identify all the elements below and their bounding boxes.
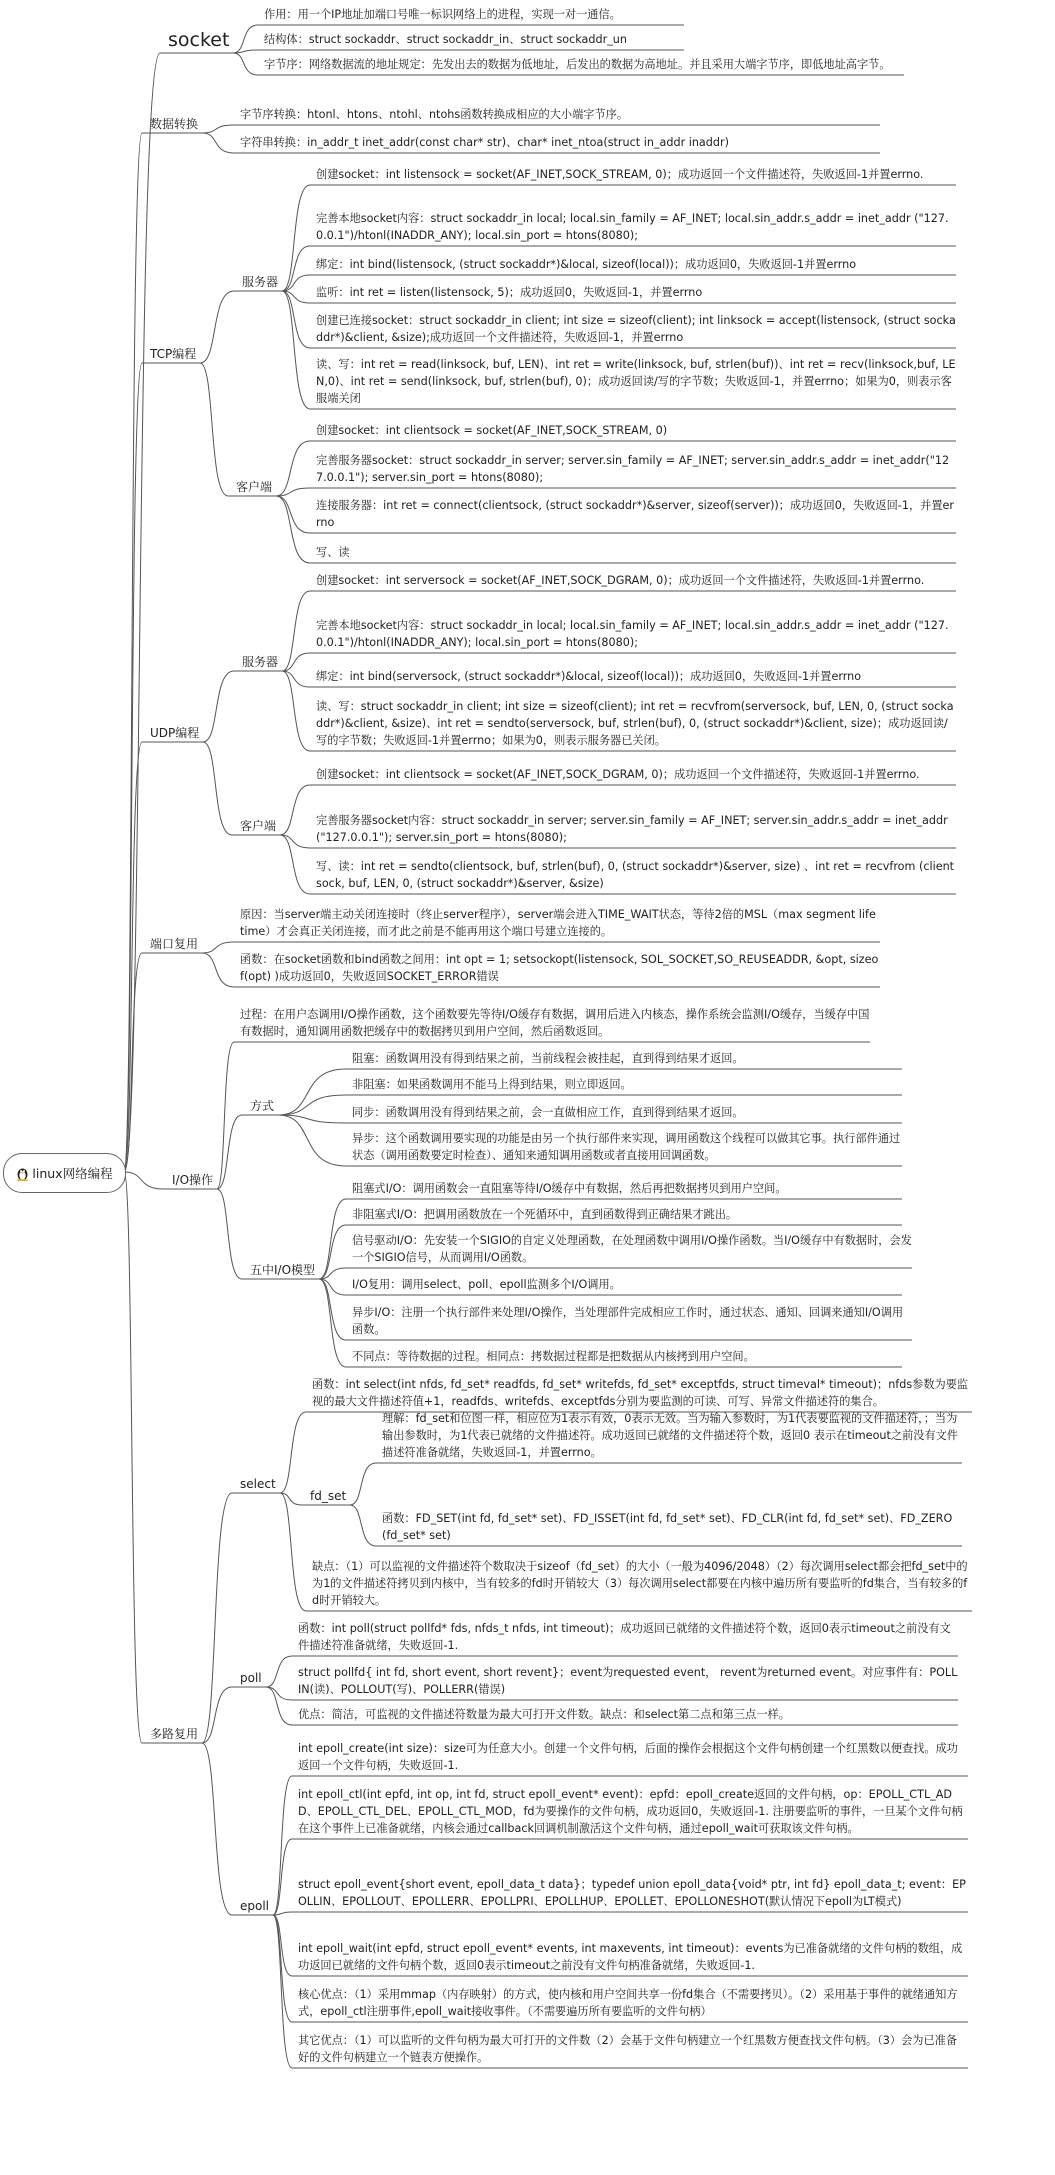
root-connector xyxy=(124,1172,142,1743)
topic-io[interactable]: I/O操作 xyxy=(172,1173,214,1187)
tcp-0-node[interactable]: 读、写：int ret = read(linksock, buf, LEN)、int ret = write(linksock, buf, strlen(buf))、int ret = recv(linksock,buf, LEN,0)、int ret = send(linksock, buf, strlen(buf), 0)；成功返回读/写的字节数；失败返回-1，并置errno；如果为0，则表示客服端关闭 xyxy=(316,358,956,405)
io-node[interactable]: 过程：在用户态调用I/O操作函数，这个函数要先等待I/O缓存有数据，调用后进入内核态，操作系统会监测I/O缓存，当缓存中国有数据时，通知调用函数把缓存中的数据拷贝到用户空间，然后函数返回。 xyxy=(240,1008,870,1038)
group-udp-0-connector xyxy=(282,671,310,751)
topic-reuse[interactable]: 端口复用 xyxy=(150,937,199,951)
mux-2-node[interactable]: int epoll_wait(int epfd, struct epoll_event* events, int maxevents, int timeout)：events为已准备就绪的文件句柄的数组，成功返回已就绪的文件句柄个数，返回0表示timeout之前没有文件句柄准备就绪，失败返回-1. xyxy=(298,1942,963,1972)
group-mux-2-connector xyxy=(273,1915,292,2068)
tcp-0-node[interactable]: 完善本地socket内容：struct sockaddr_in local; local.sin_family = AF_INET; local.sin_addr.s_addr = inet_addr ("127.0.0.1")/htonl(INADDR_ANY); local.sin_port = htons(8080); xyxy=(316,212,949,242)
penguin-icon xyxy=(16,1166,29,1181)
topic-tcp[interactable]: TCP编程 xyxy=(150,347,197,361)
tcp-1-node[interactable]: 创建socket：int clientsock = socket(AF_INET,SOCK_STREAM, 0) xyxy=(316,424,668,437)
io-1-node[interactable]: 阻塞式I/O：调用函数会一直阻塞等待I/O缓存中有数据，然后再把数据拷贝到用户空间。 xyxy=(352,1182,787,1195)
mux-1-node[interactable]: 优点：简洁，可监视的文件描述符数量为最大可打开文件数。缺点：和select第二点和第三点一样。 xyxy=(298,1708,790,1721)
convert-node[interactable]: 字节序转换：htonl、htons、ntohl、ntohs函数转换成相应的大小端字节序。 xyxy=(240,108,629,121)
udp-0-node[interactable]: 创建socket：int serversock = socket(AF_INET,SOCK_DGRAM, 0)；成功返回一个文件描述符，失败返回-1并置errno. xyxy=(316,574,925,587)
group-io-1-connector xyxy=(319,1225,346,1279)
tcp-1-node[interactable]: 连接服务器：int ret = connect(clientsock, (struct sockaddr*)&server, sizeof(server))；成功返回0，失败返回-1，并置errno xyxy=(316,499,954,529)
mux-2-node[interactable]: 其它优点：（1）可以监听的文件句柄为最大可打开的文件数（2）会基于文件句柄建立一个红黑数方便查找文件句柄。（3）会为已准备好的文件句柄建立一个链表方便操作。 xyxy=(298,2034,958,2064)
tcp-0-node[interactable]: 监听：int ret = listen(listensock, 5)；成功返回0，失败返回-1，并置errno xyxy=(316,286,703,299)
socket-node[interactable]: 结构体：struct sockaddr、struct sockaddr_in、struct sockaddr_un xyxy=(264,33,627,46)
io-0-node[interactable]: 阻塞：函数调用没有得到结果之前，当前线程会被挂起，直到得到结果才返回。 xyxy=(352,1052,744,1065)
group-connector xyxy=(202,1743,232,1915)
topic-socket-connector xyxy=(233,25,258,53)
root-label: linux网络编程 xyxy=(32,1166,113,1181)
io-1-node[interactable]: 异步I/O：注册一个执行部件来处理I/O操作，当处理部件完成相应工作时，通过状态、通知、回调来通知I/O调用函数。 xyxy=(352,1306,904,1336)
tcp-0-node[interactable]: 创建socket：int listensock = socket(AF_INET,SOCK_STREAM, 0)；成功返回一个文件描述符，失败返回-1并置errno. xyxy=(316,168,924,181)
group-mux-1-connector xyxy=(266,1687,292,1700)
udp-0-node[interactable]: 完善本地socket内容：struct sockaddr_in local; local.sin_family = AF_INET; local.sin_addr.s_addr = inet_addr ("127.0.0.1")/htonl(INADDR_ANY); local.sin_port = htons(8080); xyxy=(316,619,949,649)
io-1-node[interactable]: 非阻塞式I/O：把调用函数放在一个死循环中，直到函数得到正确结果才跳出。 xyxy=(352,1208,738,1221)
socket-node[interactable]: 字节序：网络数据流的地址规定：先发出去的数据为低地址，后发出的数据为高地址。并且采用大端字节序，即低地址高字节。 xyxy=(264,58,891,71)
group-tcp-0-connector xyxy=(282,291,310,348)
group-tcp-1-connector xyxy=(276,496,310,533)
io-1-node[interactable]: 不同点：等待数据的过程。相同点：拷数据过程都是把数据从内核拷到用户空间。 xyxy=(352,1350,755,1363)
group-tcp-1-connector xyxy=(276,496,310,563)
io-0-node[interactable]: 非阻塞：如果函数调用不能马上得到结果，则立即返回。 xyxy=(352,1078,632,1091)
mux-2-node[interactable]: int epoll_ctl(int epfd, int op, int fd, struct epoll_event* event)：epfd：epoll_create返回的文件句柄，op：EPOLL_CTL_ADD、EPOLL_CTL_DEL、EPOLL_CTL_MOD，fd为要操作的文件句柄，成功返回0，失败返回-1. 注册要监听的事件，一旦某个文件句柄在这个事件上已准备就绪，内核会通过callback回调机制激活这个文件句柄，通过epoll_wait可获取该文件句柄。 xyxy=(298,1788,963,1835)
group-connector xyxy=(200,291,234,363)
mux-0-node[interactable]: 函数：int select(int nfds, fd_set* readfds, fd_set* writefds, fd_set* exceptfds, struct timeval* timeout)；nfds参数为要监视的最大文件描述符值+1，readfds、writefds、exceptfds分别为要监测的可读、可写、异常文件描述符的集合。 xyxy=(312,1378,969,1408)
io-0-node[interactable]: 异步：这个函数调用要实现的功能是由另一个执行部件来实现，调用函数这个线程可以做其它事。执行部件通过状态（调用函数要定时检查）、通知来通知调用函数或者直接用回调函数。 xyxy=(352,1132,901,1162)
group-tcp-1[interactable]: 客户端 xyxy=(236,480,273,494)
reuse-node[interactable]: 函数：在socket函数和bind函数之间用：int opt = 1; setsockopt(listensock, SOL_SOCKET,SO_REUSEADDR, &opt, sizeof(opt) )成功返回0，失败返回SOCKET_ERROR错误 xyxy=(240,953,879,983)
group-connector xyxy=(203,671,234,742)
mux-2-node[interactable]: int epoll_create(int size)：size可为任意大小。创建一个文件句柄，后面的操作会根据这个文件句柄创建一个红黑数以便查找。成功返回一个文件句柄，失败返回-1. xyxy=(298,1742,958,1772)
topic-socket[interactable]: socket xyxy=(168,29,230,51)
group-io-1[interactable]: 五中I/O模型 xyxy=(250,1263,316,1277)
topic-reuse-connector xyxy=(202,942,234,953)
group-tcp-0-connector xyxy=(282,275,310,291)
subgroup-fd-set[interactable]: fd_set xyxy=(310,1489,347,1503)
subgroup-fd-set-connector xyxy=(350,1463,376,1505)
topic-convert-connector xyxy=(202,125,234,133)
io-0-node[interactable]: 同步：函数调用没有得到结果之前，会一直做相应工作，直到得到结果才返回。 xyxy=(352,1106,744,1119)
mux-0-node[interactable]: 缺点：（1）可以监视的文件描述符个数取决于sizeof（fd_set）的大小（一般为4096/2048）（2）每次调用select都会把fd_set中的为1的文件描述符拷贝到内核中，当有较多的fd时开销较大（3）每次调用select都要在内核中遍历所有要监听的fd集合，当有较多的fd时开销较大。 xyxy=(312,1560,968,1607)
group-io-0-connector xyxy=(278,1069,346,1115)
topic-mux[interactable]: 多路复用 xyxy=(150,1727,199,1741)
tcp-0-node[interactable]: 创建已连接socket：struct sockaddr_in client; int size = sizeof(client); int linksock = accept(listensock, (struct sockaddr*)&client, &size);成功返回一个文件描述符，失败返回-1，并置errno xyxy=(316,314,956,344)
group-mux-1[interactable]: poll xyxy=(240,1671,262,1685)
reuse-node[interactable]: 原因：当server端主动关闭连接时（终止server程序），server端会进入TIME_WAIT状态，等待2倍的MSL（max segment lifetime）才会真正关闭连接，而才此之前是不能再用这个端口号建立连接的。 xyxy=(240,908,876,938)
group-mux-2-connector xyxy=(273,1915,292,1976)
group-io-0[interactable]: 方式 xyxy=(250,1099,275,1113)
tcp-1-node[interactable]: 写、读 xyxy=(316,546,350,559)
group-mux-0[interactable]: select xyxy=(240,1477,276,1491)
topic-reuse-connector xyxy=(202,953,234,987)
udp-0-node[interactable]: 读、写：struct sockaddr_in client; int size = sizeof(client); int ret = recvfrom(serversock, buf, LEN, 0, (struct sockaddr*)&client, &size)、int ret = sendto(serversock, buf, strlen(buf), 0, (struct sockaddr*)&client, size)；成功返回读/写的字节数；失败返回-1并置errno；如果为0，则表示服务器已关闭。 xyxy=(316,700,954,747)
udp-1-node[interactable]: 写、读：int ret = sendto(clientsock, buf, strlen(buf), 0, (struct sockaddr*)&server, size) 、int ret = recvfrom (clientsock, buf, LEN, 0, (struct sockaddr*)&server, &size) xyxy=(316,860,955,890)
udp-0-node[interactable]: 绑定：int bind(serversock, (struct sockaddr*)&local, sizeof(local))；成功返回0，失败返回-1并置errno xyxy=(316,670,862,683)
udp-1-node[interactable]: 完善服务器socket内容：struct sockaddr_in server; server.sin_family = AF_INET; server.sin_addr.s_addr = inet_addr("127.0.0.1"); server.sin_port = htons(8080); xyxy=(316,814,948,844)
group-udp-1-connector xyxy=(280,785,310,835)
io-1-node[interactable]: 信号驱动I/O：先安装一个SIGIO的自定义处理函数，在处理函数中调用I/O操作函数。当I/O缓存中有数据时，会发一个SIGIO信号，从而调用I/O函数。 xyxy=(352,1234,912,1264)
group-io-1-connector xyxy=(319,1279,346,1367)
group-mux-0-connector xyxy=(280,1412,306,1493)
group-udp-0[interactable]: 服务器 xyxy=(242,655,279,669)
convert-node[interactable]: 字符串转换：in_addr_t inet_addr(const char* str)、char* inet_ntoa(struct in_addr inaddr) xyxy=(240,136,729,149)
topic-udp[interactable]: UDP编程 xyxy=(150,726,200,740)
mux-1-node[interactable]: struct pollfd{ int fd, short event, short revent}；event为requested event， revent为returned event。对应事件有：POLLIN(读)、POLLOUT(写)、POLLERR(错误) xyxy=(298,1666,958,1696)
fd-set-node[interactable]: 函数：FD_SET(int fd, fd_set* set)、FD_ISSET(int fd, fd_set* set)、FD_CLR(int fd, fd_set* set)、FD_ZERO (fd_set* set) xyxy=(382,1512,953,1542)
tcp-0-node[interactable]: 绑定：int bind(listensock, (struct sockaddr*)&local, sizeof(local))；成功返回0，失败返回-1并置errno xyxy=(316,258,857,271)
fd-set-node[interactable]: 理解：fd_set和位图一样，相应位为1表示有效，0表示无效。当为输入参数时，为1代表要监视的文件描述符，；当为输出参数时，为1代表已就绪的文件描述符。成功返回已就绪的文件描述符个数，返回0 表示在timeout之前没有文件描述符准备就绪，失败返回-1，并置errno。 xyxy=(382,1412,959,1459)
tcp-1-node[interactable]: 完善服务器socket：struct sockaddr_in server; server.sin_family = AF_INET; server.sin_addr.s_addr = inet_addr("127.0.0.1"); server.sin_port = htons(8080); xyxy=(316,454,950,484)
root-node[interactable] xyxy=(3,1153,126,1193)
subgroup-fd-set-connector xyxy=(350,1505,376,1546)
mux-1-node[interactable]: 函数：int poll(struct pollfd* fds, nfds_t nfds, int timeout)；成功返回已就绪的文件描述符个数，返回0表示timeout之前没有文件描述符准备就绪，失败返回-1. xyxy=(298,1622,951,1652)
group-tcp-0-connector xyxy=(282,291,310,409)
io-1-node[interactable]: I/O复用：调用select、poll、epoll监测多个I/O调用。 xyxy=(352,1278,621,1291)
topic-convert[interactable]: 数据转换 xyxy=(150,117,199,131)
group-io-1-connector xyxy=(319,1279,346,1340)
topic-convert-connector xyxy=(202,133,234,153)
group-connector xyxy=(217,1189,242,1279)
group-mux-0-connector xyxy=(280,1493,306,1611)
group-mux-2-connector xyxy=(273,1776,292,1915)
group-mux-2-connector xyxy=(273,1839,292,1915)
group-io-0-connector xyxy=(278,1095,346,1115)
socket-node[interactable]: 作用：用一个IP地址加端口号唯一标识网络上的进程，实现一对一通信。 xyxy=(264,8,621,21)
group-tcp-0-connector xyxy=(282,246,310,291)
group-connector xyxy=(203,742,232,835)
topic-socket-connector xyxy=(233,50,258,53)
group-mux-2[interactable]: epoll xyxy=(240,1899,270,1913)
mux-2-node[interactable]: 核心优点：（1）采用mmap（内存映射）的方式，使内核和用户空间共享一份fd集合（不需要拷贝）。（2）采用基于事件的就绪通知方式，epoll_ctl注册事件,epoll_wait接收事件。（不需要遍历所有要监听的文件句柄） xyxy=(298,1988,958,2018)
group-udp-1[interactable]: 客户端 xyxy=(240,819,277,833)
topic-io-connector xyxy=(217,1042,234,1189)
group-tcp-0[interactable]: 服务器 xyxy=(242,275,279,289)
group-io-1-connector xyxy=(319,1199,346,1279)
udp-1-node[interactable]: 创建socket：int clientsock = socket(AF_INET,SOCK_DGRAM, 0)；成功返回一个文件描述符，失败返回-1并置errno. xyxy=(316,768,920,781)
root-connector xyxy=(124,1172,164,1189)
group-connector xyxy=(200,363,228,496)
group-mux-1-connector xyxy=(266,1656,292,1687)
group-mux-1-connector xyxy=(266,1687,292,1725)
topic-socket-connector xyxy=(233,53,258,75)
mux-2-node[interactable]: struct epoll_event{short event, epoll_data_t data}；typedef union epoll_data{void* ptr, int fd} epoll_data_t; event：EPOLLIN、EPOLLOUT、EPOLLERR、EPOLLPRI、EPOLLHUP、EPOLLET、EPOLLONESHOT(默认情况下epoll为LT模式) xyxy=(298,1878,966,1908)
